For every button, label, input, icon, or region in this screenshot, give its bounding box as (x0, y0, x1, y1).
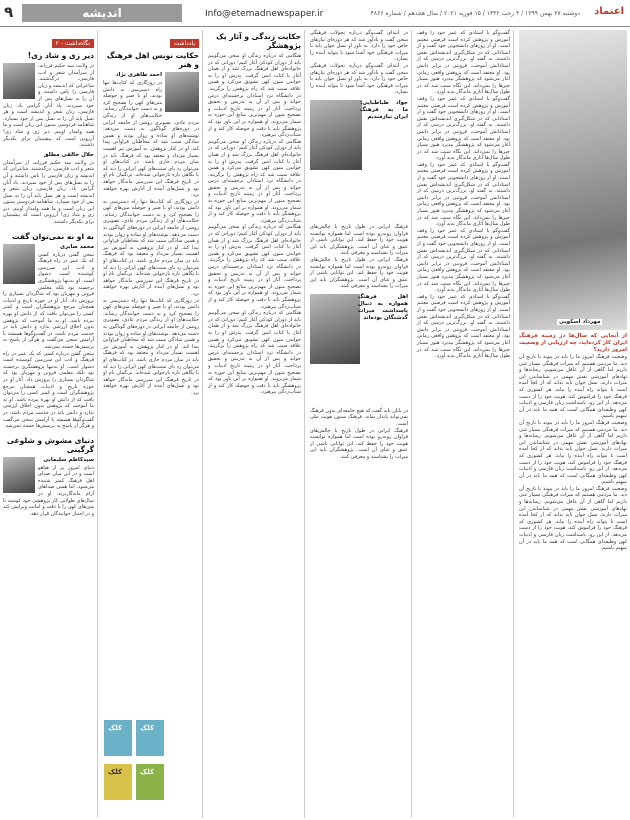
email-link[interactable]: Info@etemadnewspaper.ir (205, 9, 324, 19)
author-photo (3, 244, 35, 284)
book-cover: کلک (136, 764, 164, 800)
author-name: احمد طاهری نژاد (115, 72, 162, 78)
photo-caption: اهل فرهنگ همواره به دنبال پاسداشت میراث گذشتگان بوده‌اند (358, 293, 408, 321)
article-body: گفت‌وگو با استادی که عمر خود را وقف آموزش و پژوهش کرده است فرصتی مغتنم است. او از روزهای دانشجویی خود گفت و از استادانی که در شکل‌گیری اندیشه‌اش نقش داشتند. به گفته او، بزرگ‌ترین درسی که از استادانش آموخت، فروتنی در برابر دانش بود. او معتقد است که پژوهش واقعی زمانی آغاز می‌شود که پژوهشگر بپذیرد هنوز بسیار چیزها را نمی‌داند. این نگاه سبب شد که در طول سال‌ها آثاری ماندگار پدید آورد. (415, 95, 511, 162)
article-body: وضعیت فرهنگ امروز ما را باید در پیوند با تاریخ آن دید. ما مردمی هستیم که میراث فرهنگی بسیار غنی داریم اما گاهی از آن غافل می‌شویم. رسانه‌ها و نهادهای آموزشی نقش مهمی در شناساندن این میراث دارند. نسل جوان باید بداند که از کجا آمده است تا بتواند راه آینده را بیابد. هر کشوری که فرهنگ خود را فراموش کند، هویت خود را از دست می‌دهد. از این رو، پاسداشت زبان فارسی و ادبیات کهن وظیفه‌ای همگانی است که همه ما باید در آن سهیم باشیم. (517, 354, 627, 420)
article-body: سخن گفتن درباره کسی که یک عمر در راه فرهنگ و ادب این سرزمین کوشیده است دشوار است. او نه‌تنها پژوهشگری برجسته بود بلکه معلمی فروتن و مهربان بود که شاگردان بسیاری را پرورش داد. آثار او در حوزه تاریخ و ادبیات همچنان مرجع پژوهشگران است و کمتر کسی را می‌توان یافت که از دانش او بهره نبرده باشد. او به ما آموخت که پژوهش بدون اخلاق ارزشی ندارد و دانش باید در خدمت مردم باشد. در گفت‌وگوها همیشه با آرامش سخن می‌گفت و هرگز از پاسخ به پرسش‌ها خسته نمی‌شد. (1, 350, 94, 430)
left-column (0, 30, 98, 818)
interview-photo (310, 294, 360, 364)
page-number: ۹ (4, 3, 14, 21)
column-tag: نگاه‌داشت - ۲ (52, 39, 94, 48)
article-title: دیر زی و شاد زی! (27, 51, 94, 60)
article-body: گفت‌وگو با استادی که عمر خود را وقف آموزش و پژوهش کرده است فرصتی مغتنم است. او از روزهای دانشجویی خود گفت و از استادانی که در شکل‌گیری اندیشه‌اش نقش داشتند. به گفته او، بزرگ‌ترین درسی که از استادانش آموخت، فروتنی در برابر دانش بود. او معتقد است که پژوهش واقعی زمانی آغاز می‌شود که پژوهشگر بپذیرد هنوز بسیار چیزها را نمی‌داند. این نگاه سبب شد که در طول سال‌ها آثاری ماندگار پدید آورد. (415, 227, 511, 294)
book-cover: کلک (136, 720, 164, 756)
author-photo (3, 457, 35, 493)
article-body: فرهنگ ایرانی در طول تاریخ با چالش‌های فراوان روبه‌رو بوده است اما همواره توانسته هویت خود را حفظ کند. این توانایی ناشی از عمق و غنای آن است. پژوهشگران باید این میراث را بشناسند و معرفی کنند. (308, 256, 408, 290)
author-name: جلال خالقی مطلق (43, 151, 94, 158)
book-cover: کلک (104, 764, 132, 800)
author-name: محمد صابری (59, 243, 94, 250)
interview-question: از آنجایی که سال‌ها در زمینه فرهنگ ایران کار کرده‌اید، چه ارزیابی از وضعیت امروز دارید؟ (518, 333, 627, 353)
masthead (0, 0, 630, 27)
article-body: در ابتدای گفت‌وگو درباره تحولات فرهنگی سخن گفت و یادآور شد که هر دوره‌ای نیازهای خاص خود را دارد. به باور او نسل جوان باید با میراث فرهنگی خود آشنا شود تا بتواند آینده را بسازد. (308, 62, 408, 96)
article-body: گفت‌وگو با استادی که عمر خود را وقف آموزش و پژوهش کرده است فرصتی مغتنم است. او از روزهای دانشجویی خود گفت و از استادانی که در شکل‌گیری اندیشه‌اش نقش داشتند. به گفته او، بزرگ‌ترین درسی که از استادانش آموخت، فروتنی در برابر دانش بود. او معتقد است که پژوهش واقعی زمانی آغاز می‌شود که پژوهشگر بپذیرد هنوز بسیار چیزها را نمی‌داند. این نگاه سبب شد که در طول سال‌ها آثاری ماندگار پدید آورد. (415, 161, 511, 228)
article-body: هنگامی که درباره زندگی او سخن می‌گوییم باید از دوران کودکی آغاز کنیم؛ دورانی که در خانواده‌ای اهل فرهنگ بزرگ شد و از همان آغاز با کتاب انس گرفت. پدرش او را به خواندن متون کهن تشویق می‌کرد و همین علاقه سبب شد که راه پژوهش را برگزیند. در دانشگاه نزد استادان برجسته‌ای درس خواند و پس از آن به تدریس و تحقیق پرداخت. آثار او در زمینه تاریخ ادبیات و تصحیح متون از مهم‌ترین منابع این حوزه به شمار می‌روند. او همواره بر این باور بود که پژوهشگر باید با دقت و حوصله کار کند و از شتاب‌زدگی بپرهیزد. (206, 224, 301, 310)
article-body: در روزگاری که کتاب‌ها تنها راه دسترسی به دانش بودند، او با صبر و حوصله متن‌های کهن را تصحیح کرد و به دست خوانندگان رساند. حکایت‌های او از زندگی مردم عادی، تصویری روشن از جامعه ایرانی در دوره‌های گوناگون به دست می‌دهد. نوشته‌های او ساده و روان بودند و همین سادگی سبب شد که مخاطبان فراوانی پیدا کند. او در کنار پژوهش، به آموزش نیز اهمیت بسیار می‌داد و معتقد بود که فرهنگ باید در میان مردم جاری باشد. در کتاب‌های او می‌توان رد پای سنت‌های کهن ایرانی را دید که با نگاهی تازه بازخوانی شده‌اند. بی‌گمان نام او در تاریخ فرهنگ این سرزمین ماندگار خواهد بود و نسل‌های آینده از آثارش بهره خواهند برد. (101, 297, 200, 396)
article-body: در ابتدای گفت‌وگو درباره تحولات فرهنگی سخن گفت و یادآور شد که هر دوره‌ای نیازهای خاص خود را دارد. به باور او نسل جوان باید با میراث فرهنگی خود آشنا شود تا بتواند آینده را بسازد. (308, 30, 408, 63)
issue-date: دوشنبه ۲۷ بهمن ۱۳۹۹ / ۳ رجب ۱۴۴۲ / ۱۵ فوریه ۲۰۲۱ / سال هجدهم / شماره ۴۸۶۶ (370, 10, 580, 17)
column-2 (100, 30, 203, 818)
column-5 (414, 30, 514, 818)
author-photo (3, 63, 35, 99)
article-body: وضعیت فرهنگ امروز ما را باید در پیوند با تاریخ آن دید. ما مردمی هستیم که میراث فرهنگی بسیار غنی داریم اما گاهی از آن غافل می‌شویم. رسانه‌ها و نهادهای آموزشی نقش مهمی در شناساندن این میراث دارند. نسل جوان باید بداند که از کجا آمده است تا بتواند راه آینده را بیابد. هر کشوری که فرهنگ خود را فراموش کند، هویت خود را از دست می‌دهد. از این رو، پاسداشت زبان فارسی و ادبیات کهن وظیفه‌ای همگانی است که همه ما باید در آن سهیم باشیم. (517, 419, 627, 486)
author-name: سیدکاظم سلیمانی (43, 456, 94, 463)
article-body: هنگامی که درباره زندگی او سخن می‌گوییم باید از دوران کودکی آغاز کنیم؛ دورانی که در خانواده‌ای اهل فرهنگ بزرگ شد و از همان آغاز با کتاب انس گرفت. پدرش او را به خواندن متون کهن تشویق می‌کرد و همین علاقه سبب شد که راه پژوهش را برگزیند. در دانشگاه نزد استادان برجسته‌ای درس خواند و پس از آن به تدریس و تحقیق پرداخت. آثار او در زمینه تاریخ ادبیات و تصحیح متون از مهم‌ترین منابع این حوزه به شمار می‌روند. او همواره بر این باور بود که پژوهشگر باید با دقت و حوصله کار کند و از شتاب‌زدگی بپرهیزد. (206, 53, 301, 139)
photo-caption: جواد طباطبایی: ما به فرهنگ ایران نیازمندیم (360, 99, 408, 120)
article-title: دنیای مشوش و شلوغی گرگینی (6, 435, 94, 454)
article-body: هنگامی که درباره زندگی او سخن می‌گوییم باید از دوران کودکی آغاز کنیم؛ دورانی که در خانواده‌ای اهل فرهنگ بزرگ شد و از همان آغاز با کتاب انس گرفت. پدرش او را به خواندن متون کهن تشویق می‌کرد و همین علاقه سبب شد که راه پژوهش را برگزیند. در دانشگاه نزد استادان برجسته‌ای درس خواند و پس از آن به تدریس و تحقیق پرداخت. آثار او در زمینه تاریخ ادبیات و تصحیح متون از مهم‌ترین منابع این حوزه به شمار می‌روند. او همواره بر این باور بود که پژوهشگر باید با دقت و حوصله کار کند و از شتاب‌زدگی بپرهیزد. (206, 310, 301, 396)
article-body: در روزگاری که کتاب‌ها تنها راه دسترسی به دانش بودند، او با صبر و حوصله متن‌های کهن را تصحیح کرد و به دست خوانندگان رساند. حکایت‌های او از زندگی مردم عادی، تصویری روشن از جامعه ایرانی در دوره‌های گوناگون به دست می‌دهد. نوشته‌های او ساده و روان بودند و همین سادگی سبب شد که مخاطبان فراوانی پیدا کند. او در کنار پژوهش، به آموزش نیز اهمیت بسیار می‌داد و معتقد بود که فرهنگ باید در میان مردم جاری باشد. در کتاب‌های او می‌توان رد پای سنت‌های کهن ایرانی را دید که با نگاهی تازه بازخوانی شده‌اند. بی‌گمان نام او در تاریخ فرهنگ این سرزمین ماندگار خواهد بود و نسل‌های آینده از آثارش بهره خواهند برد. (101, 198, 200, 297)
interview-photo (310, 100, 362, 170)
author-photo (165, 72, 199, 112)
article-body: فرهنگ ایرانی در طول تاریخ با چالش‌های فراوان روبه‌رو بوده است اما همواره توانسته هویت خود را حفظ کند. این توانایی ناشی از عمق و غنای آن است. پژوهشگران باید این میراث را بشناسند و معرفی کنند. (308, 223, 408, 257)
photo-caption: مهرداد اسکویی (559, 319, 601, 325)
column-3 (205, 30, 305, 818)
newspaper-logo: اعتماد (594, 6, 624, 17)
article-body: وضعیت فرهنگ امروز ما را باید در پیوند با تاریخ آن دید. ما مردمی هستیم که میراث فرهنگی بسیار غنی داریم اما گاهی از آن غافل می‌شویم. رسانه‌ها و نهادهای آموزشی نقش مهمی در شناساندن این میراث دارند. نسل جوان باید بداند که از کجا آمده است تا بتواند راه آینده را بیابد. هر کشوری که فرهنگ خود را فراموش کند، هویت خود را از دست می‌دهد. از این رو، پاسداشت زبان فارسی و ادبیات کهن وظیفه‌ای همگانی است که همه ما باید در آن سهیم باشیم. (517, 485, 627, 552)
article-body: هنگامی که درباره زندگی او سخن می‌گوییم باید از دوران کودکی آغاز کنیم؛ دورانی که در خانواده‌ای اهل فرهنگ بزرگ شد و از همان آغاز با کتاب انس گرفت. پدرش او را به خواندن متون کهن تشویق می‌کرد و همین علاقه سبب شد که راه پژوهش را برگزیند. در دانشگاه نزد استادان برجسته‌ای درس خواند و پس از آن به تدریس و تحقیق پرداخت. آثار او در زمینه تاریخ ادبیات و تصحیح متون از مهم‌ترین منابع این حوزه به شمار می‌روند. او همواره بر این باور بود که پژوهشگر باید با دقت و حوصله کار کند و از شتاب‌زدگی بپرهیزد. (206, 138, 301, 224)
main-photo (519, 30, 627, 330)
column-4 (307, 30, 412, 818)
book-cover: کلک (104, 720, 132, 756)
article-body: دنیای امروز پر از هیاهو است و در این میان صدای اهل فرهنگ کمتر شنیده می‌شود. اما همین صداهای آرام ماندگارترند. او در سال‌های طولانی کار پژوهشی خود کوشید تا متن‌های کهن را با دقت و امانت ویرایش کند و در اختیار خوانندگان قرار دهد. (1, 464, 94, 517)
article-body: سخن گفتن درباره کسی که یک عمر در راه فرهنگ و ادب این سرزمین کوشیده است دشوار است. او نه‌تنها پژوهشگری برجسته بود بلکه معلمی فروتن و مهربان بود که شاگردان بسیاری را پرورش داد. آثار او در حوزه تاریخ و ادبیات همچنان مرجع پژوهشگران است و کمتر کسی را می‌توان یافت که از دانش او بهره نبرده باشد. او به ما آموخت که پژوهش بدون اخلاق ارزشی ندارد و دانش باید در خدمت مردم باشد. در گفت‌وگوها همیشه با آرامش سخن می‌گفت و هرگز از پاسخ به پرسش‌ها خسته نمی‌شد. (1, 251, 95, 350)
article-title: به او نه نمی‌توان گفت (11, 231, 94, 241)
article-body: در ولایت سه حکیم فرزانه، از سرآمدان شعر و ادب فارسی، درگذشتند. شاعرانی که اندیشه و زبان فارسی را پاس داشتند و آن را به نسل‌های پس از خود سپردند. یاد آنان گرامی باد. زبان فارسی، زبان شعر و اندیشه است و هر نسل باید آن را به نسل پس از خود بسپارد. شاهنامه فردوسی ستون این زبان است و ما همه وامدار اوییم. دیر زی و شاد زی! آرزویی است که پیشینیان برای یکدیگر داشتند. (1, 63, 94, 149)
column-tag: یادداشت (170, 39, 199, 48)
article-body: گفت‌وگو با استادی که عمر خود را وقف آموزش و پژوهش کرده است فرصتی مغتنم است. او از روزهای دانشجویی خود گفت و از استادانی که در شکل‌گیری اندیشه‌اش نقش داشتند. به گفته او، بزرگ‌ترین درسی که از استادانش آموخت، فروتنی در برابر دانش بود. او معتقد است که پژوهش واقعی زمانی آغاز می‌شود که پژوهشگر بپذیرد هنوز بسیار چیزها را نمی‌داند. این نگاه سبب شد که در طول سال‌ها آثاری ماندگار پدید آورد. (415, 293, 511, 360)
section-title: اندیشه (22, 4, 182, 22)
article-title: حکایت زندگی و آثار یک پژوهشگر (216, 32, 301, 50)
article-title: حکایت نویس اهل فرهنگ و هنر (106, 51, 199, 69)
article-body: گفت‌وگو با استادی که عمر خود را وقف آموزش و پژوهش کرده است فرصتی مغتنم است. او از روزهای دانشجویی خود گفت و از استادانی که در شکل‌گیری اندیشه‌اش نقش داشتند. به گفته او، بزرگ‌ترین درسی که از استادانش آموخت، فروتنی در برابر دانش بود. او معتقد است که پژوهش واقعی زمانی آغاز می‌شود که پژوهشگر بپذیرد هنوز بسیار چیزها را نمی‌داند. این نگاه سبب شد که در طول سال‌ها آثاری ماندگار پدید آورد. (415, 30, 511, 96)
article-body: در ولایت سه حکیم فرزانه، از سرآمدان شعر و ادب فارسی، درگذشتند. شاعرانی که اندیشه و زبان فارسی را پاس داشتند و آن را به نسل‌های پس از خود سپردند. یاد آنان گرامی باد. زبان فارسی، زبان شعر و اندیشه است و هر نسل باید آن را به نسل پس از خود بسپارد. شاهنامه فردوسی ستون این زبان است و ما همه وامدار اوییم. دیر زی و شاد زی! آرزویی است که پیشینیان برای یکدیگر داشتند. (1, 159, 94, 226)
article-body: در روزگاری که کتاب‌ها تنها راه دسترسی به دانش بودند، او با صبر و حوصله متن‌های کهن را تصحیح کرد و به دست خوانندگان رساند. حکایت‌های او از زندگی مردم عادی، تصویری روشن از جامعه ایرانی در دوره‌های گوناگون به دست می‌دهد. نوشته‌های او ساده و روان بودند و همین سادگی سبب شد که مخاطبان فراوانی پیدا کند. او در کنار پژوهش، به آموزش نیز اهمیت بسیار می‌داد و معتقد بود که فرهنگ باید در میان مردم جاری باشد. در کتاب‌های او می‌توان رد پای سنت‌های کهن ایرانی را دید که با نگاهی تازه بازخوانی شده‌اند. بی‌گمان نام او در تاریخ فرهنگ این سرزمین ماندگار خواهد بود و نسل‌های آینده از آثارش بهره خواهند برد. (101, 80, 200, 199)
article-body: فرهنگ ایرانی در طول تاریخ با چالش‌های فراوان روبه‌رو بوده است اما همواره توانسته هویت خود را حفظ کند. این توانایی ناشی از عمق و غنای آن است. پژوهشگران باید این میراث را بشناسند و معرفی کنند. (308, 427, 408, 461)
article-body: در پایان باید گفت که هیچ جامعه‌ای بدون فرهنگ نمی‌تواند پایدار بماند. فرهنگ ستون هویت ملی است. (308, 407, 408, 428)
column-6 (516, 30, 630, 818)
